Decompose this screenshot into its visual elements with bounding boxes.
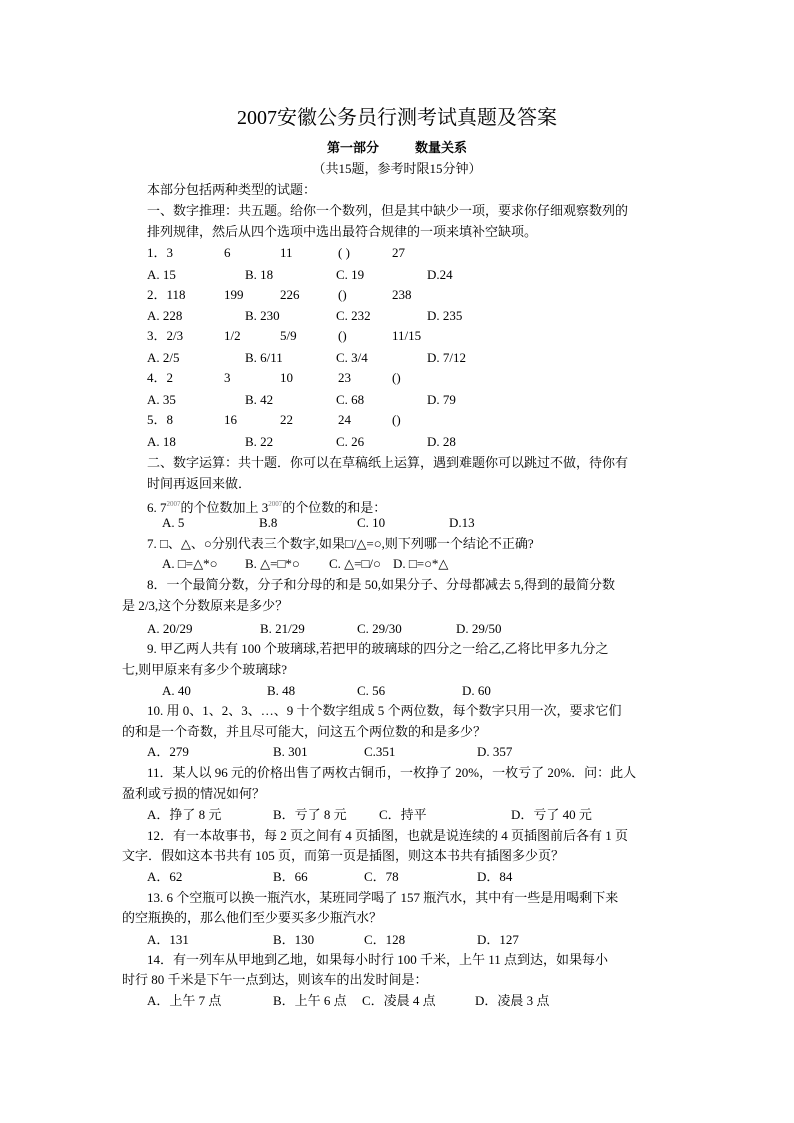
question-1-option: A. 15 — [147, 267, 176, 282]
question-13-option: A．131 — [147, 932, 189, 947]
question-6-stem — [147, 496, 386, 516]
question-2-option: D. 235 — [427, 308, 463, 323]
question-3-item: 11/15 — [392, 328, 422, 343]
question-4-option: B. 42 — [245, 392, 274, 407]
question-12-stem: 文字．假如这本书共有 105 页，而第一页是插图，则这本书共有插图多少页？ — [122, 848, 565, 863]
question-4-option: D. 79 — [427, 392, 456, 407]
section1-line: 一、数字推理：共五题。给你一个数列，但是其中缺少一项，要求你仔细观察数列的 — [147, 203, 629, 218]
question-12-option: D．84 — [477, 869, 513, 884]
question-5-item: 5．8 — [147, 412, 174, 427]
question-14-option: C．凌晨 4 点 — [362, 993, 436, 1008]
question-4-item: 4．2 — [147, 370, 174, 385]
question-10-stem: 的和是一个奇数，并且尽可能大，问这五个两位数的和是多少？ — [122, 724, 487, 739]
superscript: 2007 — [166, 500, 181, 508]
question-1-item: 6 — [224, 245, 231, 260]
part-name: 数量关系 — [415, 140, 468, 155]
stem-text: 的个位数的和是： — [282, 500, 387, 515]
question-14-option: D．凌晨 3 点 — [475, 993, 550, 1008]
superscript: 2007 — [268, 500, 283, 508]
question-1-item: 11 — [280, 245, 293, 260]
question-6-option: C. 10 — [357, 515, 386, 530]
question-11-stem: 盈利或亏损的情况如何？ — [122, 786, 266, 801]
question-11-stem: 11．某人以 96 元的价格出售了两枚古铜币，一枚挣了 20%，一枚亏了 20%．问：此人 — [147, 765, 637, 780]
stem-text: 6. 7 — [147, 500, 167, 515]
question-4-option: C. 68 — [336, 392, 365, 407]
part-note: （共15题，参考时限15分钟） — [312, 161, 482, 176]
question-8-option: B. 21/29 — [260, 621, 305, 636]
question-3-option: C. 3/4 — [336, 350, 368, 365]
question-12-option: C．78 — [364, 869, 399, 884]
question-3-item: 1/2 — [224, 328, 241, 343]
question-9-stem: 9. 甲乙两人共有 100 个玻璃球,若把甲的玻璃球的四分之一给乙,乙将比甲多九分之 — [147, 641, 609, 656]
question-5-option: A. 18 — [147, 434, 176, 449]
question-9-option: D. 60 — [462, 683, 491, 698]
question-1-option: D.24 — [427, 267, 453, 282]
question-7-option: D. □=○*△ — [393, 556, 449, 571]
question-14-stem: 14．有一列车从甲地到乙地，如果每小时行 100 千米，上午 11 点到达，如果每小 — [147, 952, 609, 967]
question-11-option: A．挣了 8 元 — [147, 807, 222, 822]
question-6-option: B.8 — [259, 515, 278, 530]
intro: 本部分包括两种类型的试题： — [147, 182, 317, 197]
question-4-item: () — [392, 370, 401, 385]
part-heading — [0, 140, 794, 156]
question-7-stem: 7. □、△、○分别代表三个数字,如果□/△=○,则下列哪一个结论不正确? — [147, 536, 534, 551]
question-4-item: 10 — [280, 370, 293, 385]
question-13-option: D．127 — [477, 932, 519, 947]
question-5-option: C. 26 — [336, 434, 365, 449]
question-3-option: A. 2/5 — [147, 350, 180, 365]
question-5-option: D. 28 — [427, 434, 456, 449]
question-9-option: B. 48 — [267, 683, 296, 698]
question-3-item: () — [338, 328, 347, 343]
question-7-option: B. △=□*○ — [245, 556, 300, 571]
question-2-item: 199 — [224, 287, 244, 302]
stem-text: 的个位数加上 3 — [180, 500, 269, 515]
question-2-item: 238 — [392, 287, 412, 302]
question-2-option: A. 228 — [147, 308, 183, 323]
part-label: 第一部分 — [326, 140, 379, 155]
question-10-option: D. 357 — [477, 744, 513, 759]
question-5-item: () — [392, 412, 401, 427]
question-6-option: A. 5 — [162, 515, 185, 530]
question-3-item: 5/9 — [280, 328, 297, 343]
question-8-option: A. 20/29 — [147, 621, 193, 636]
question-4-item: 3 — [224, 370, 231, 385]
question-13-stem: 13. 6 个空瓶可以换一瓶汽水，某班同学喝了 157 瓶汽水，其中有一些是用喝剩下来 — [147, 890, 619, 905]
question-13-option: B．130 — [273, 932, 315, 947]
section2-line: 二、数字运算：共十题．你可以在草稿纸上运算，遇到难题你可以跳过不做，待你有 — [147, 455, 629, 470]
question-13-option: C．128 — [364, 932, 406, 947]
question-11-option: C．持平 — [379, 807, 427, 822]
question-8-option: D. 29/50 — [456, 621, 502, 636]
question-10-option: B. 301 — [273, 744, 308, 759]
question-2-option: C. 232 — [336, 308, 371, 323]
question-10-option: C.351 — [364, 744, 396, 759]
question-12-stem: 12．有一本故事书，每 2 页之间有 4 页插图，也就是说连续的 4 页插图前后各有 1 页 — [147, 828, 629, 843]
question-10-stem: 10. 用 0、1、2、3、…、9 十个数字组成 5 个两位数，每个数字只用一次，要求它们 — [147, 703, 622, 718]
question-5-option: B. 22 — [245, 434, 274, 449]
question-14-stem: 时行 80 千米是下午一点到达，则该车的出发时间是： — [122, 972, 428, 987]
question-2-item: () — [338, 287, 347, 302]
document-title: 2007安徽公务员行测考试真题及答案 — [237, 107, 557, 129]
question-4-item: 23 — [338, 370, 351, 385]
section2-line: 时间再返回来做． — [147, 476, 252, 491]
question-4-option: A. 35 — [147, 392, 176, 407]
question-8-stem: 8．一个最简分数，分子和分母的和是 50,如果分子、分母都减去 5,得到的最简分数 — [147, 577, 616, 592]
question-3-option: B. 6/11 — [245, 350, 283, 365]
question-9-stem: 七,则甲原来有多少个玻璃球? — [122, 662, 288, 677]
question-1-item: 1．3 — [147, 245, 174, 260]
question-14-option: A．上午 7 点 — [147, 993, 222, 1008]
question-3-item: 3．2/3 — [147, 328, 184, 343]
question-2-item: 2．118 — [147, 287, 186, 302]
question-1-item: ( ) — [338, 245, 350, 260]
question-9-option: C. 56 — [357, 683, 386, 698]
question-10-option: A．279 — [147, 744, 189, 759]
question-1-option: B. 18 — [245, 267, 274, 282]
question-1-option: C. 19 — [336, 267, 365, 282]
question-6-option: D.13 — [449, 515, 475, 530]
question-14-option: B．上午 6 点 — [273, 993, 347, 1008]
question-12-option: B．66 — [273, 869, 308, 884]
question-2-option: B. 230 — [245, 308, 280, 323]
question-7-option: A. □=△*○ — [162, 556, 218, 571]
question-11-option: D．亏了 40 元 — [511, 807, 592, 822]
question-3-option: D. 7/12 — [427, 350, 466, 365]
question-5-item: 24 — [338, 412, 351, 427]
question-12-option: A．62 — [147, 869, 183, 884]
question-2-item: 226 — [280, 287, 300, 302]
question-9-option: A. 40 — [162, 683, 191, 698]
question-8-option: C. 29/30 — [357, 621, 402, 636]
question-5-item: 22 — [280, 412, 293, 427]
question-8-stem: 是 2/3,这个分数原来是多少？ — [122, 598, 289, 613]
section1-line: 排列规律，然后从四个选项中选出最符合规律的一项来填补空缺项。 — [147, 224, 538, 239]
question-7-option: C. △=□/○ — [329, 556, 381, 571]
question-5-item: 16 — [224, 412, 237, 427]
question-11-option: B．亏了 8 元 — [273, 807, 347, 822]
question-1-item: 27 — [392, 245, 405, 260]
question-13-stem: 的空瓶换的，那么他们至少要买多少瓶汽水？ — [122, 910, 383, 925]
